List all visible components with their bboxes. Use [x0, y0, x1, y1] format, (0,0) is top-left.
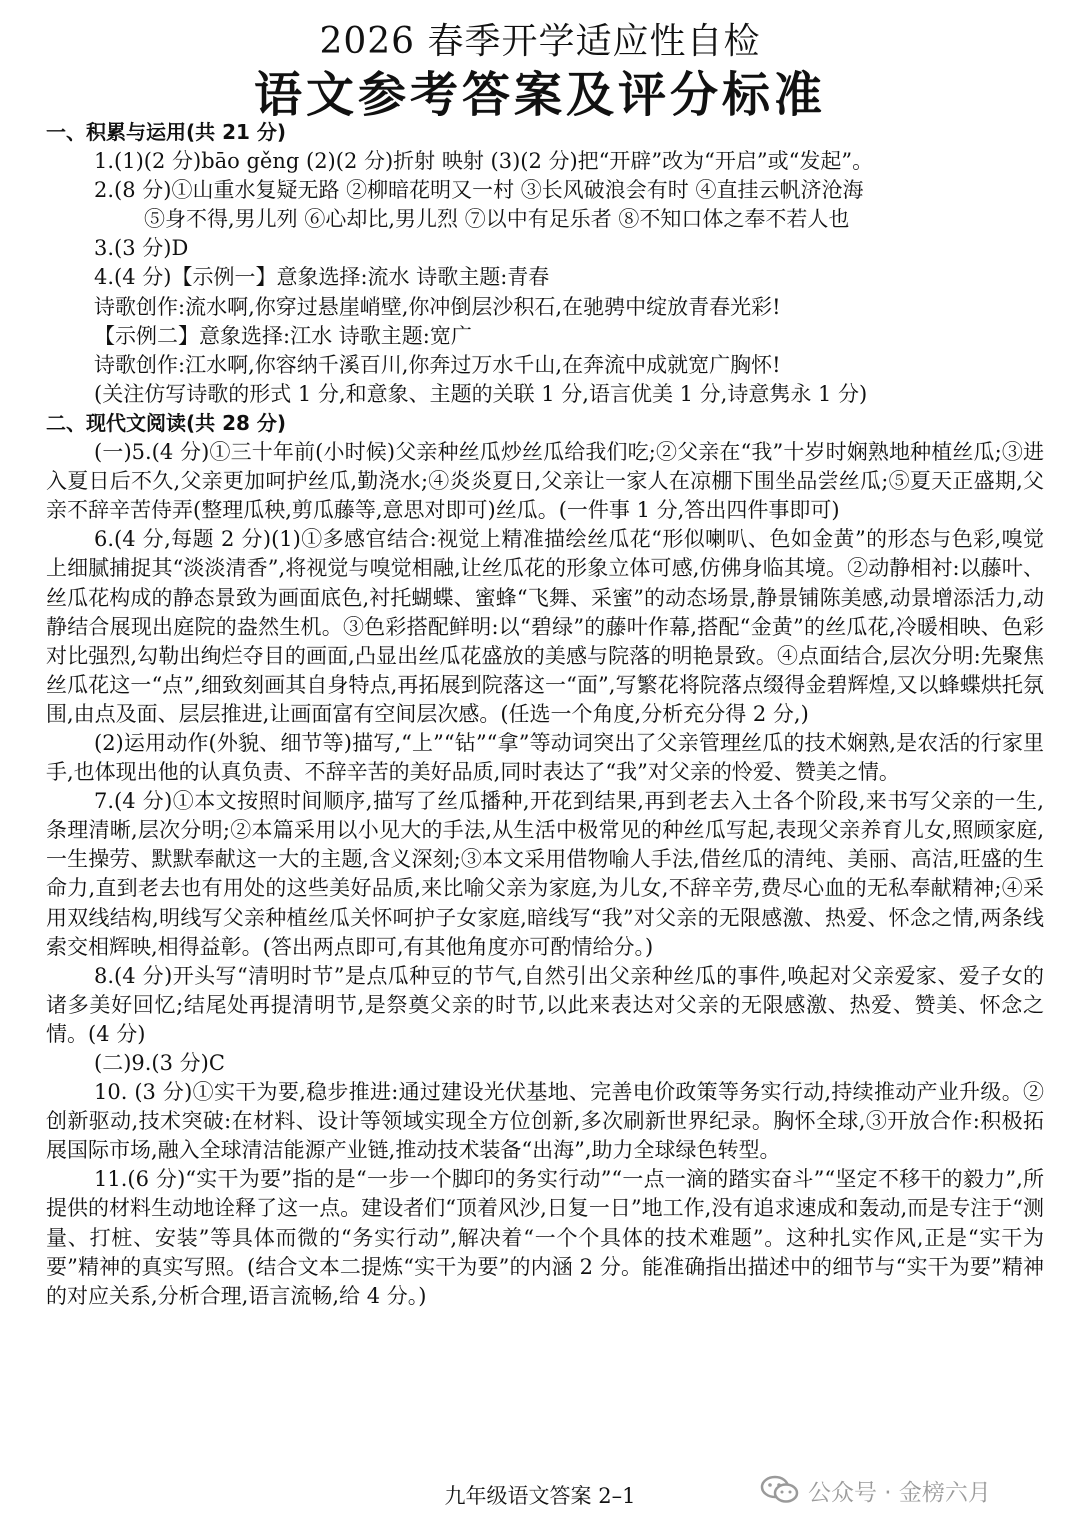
- exam-subtitle: 2026 春季开学适应性自检: [319, 21, 761, 62]
- watermark: [760, 1472, 991, 1508]
- answer-q6-part2: (2)运用动作(外貌、细节等)描写,“上”“钻”“拿”等动词突出了父亲管理丝瓜的技术娴熟,是农活的行家里手,也体现出他的认真负责、不辞辛苦的美好品质,同时表达了“我”对父亲的怜爱、赞美之情。: [46, 730, 1044, 785]
- answer-q11: 11.(6 分)“实干为要”指的是“一步一个脚印的务实行动”“一点一滴的踏实奋斗”“坚定不移干的毅力”,所提供的材料生动地诠释了这一点。建设者们“顶着风沙,日复一日”地工作,没有追求速成和轰动,而是专注于“测量、打桩、安装”等具体而微的“务实行动”,解决着“一个个具体的技术难题”。这种扎实作风,正是“实干为要”精神的真实写照。(结合文本二提炼“实干为要”的内涵 2 分。能准确指出描述中的细节与“实干为要”精神的对应关系,分析合理,语言流畅,给 4 分。): [46, 1167, 1044, 1308]
- answer-q3: 3.(3 分)D: [94, 236, 189, 261]
- answer-q7: 7.(4 分)①本文按照时间顺序,描写了丝瓜播种,开花到结果,再到老去入土各个阶段,来书写父亲的一生,条理清晰,层次分明;②本篇采用以小见大的手法,从生活中极常见的种丝瓜写起,表现父亲养育儿女,照顾家庭,一生操劳、默默奉献这一大的主题,含义深刻;③本文采用借物喻人手法,借丝瓜的清纯、美丽、高洁,旺盛的生命力,直到老去也有用处的这些美好品质,来比喻父亲为家庭,为儿女,不辞辛劳,费尽心血的无私奉献精神;④采用双线结构,明线写父亲种植丝瓜关怀呵护子女家庭,暗线写“我”对父亲的无限感激、热爱、怀念之情,两条线索交相辉映,相得益彰。(答出两点即可,有其他角度亦可酌情给分。): [46, 789, 1044, 959]
- section-heading-1: 一、积累与运用(共 21 分): [46, 120, 287, 144]
- answer-q6-part1: 6.(4 分,每题 2 分)(1)①多感官结合:视觉上精准描绘丝瓜花“形似喇叭、色如金黄”的形态与色彩,嗅觉上细腻捕捉其“淡淡清香”,将视觉与嗅觉相融,让丝瓜花的形象立体可感,仿佛身临其境。②动静相衬:以藤叶、丝瓜花构成的静态景致为画面底色,衬托蝴蝶、蜜蜂“飞舞、采蜜”的动态场景,静景铺陈美感,动景增添活力,动静结合展现出庭院的盎然生机。③色彩搭配鲜明:以“碧绿”的藤叶作幕,搭配“金黄”的丝瓜花,冷暖相映、色彩对比强烈,勾勒出绚烂夺目的画面,凸显出丝瓜花盛放的美感与院落的明艳景致。④点面结合,层次分明:先聚焦丝瓜花这一“点”,细致刻画其自身特点,再拓展到院落这一“面”,写繁花将院落点缀得金碧辉煌,又以蜂蝶烘托氛围,由点及面、层层推进,让画面富有空间层次感。(任选一个角度,分析充分得 2 分,): [46, 527, 1044, 726]
- answer-content: [46, 118, 1044, 1311]
- page-title: 语文参考答案及评分标准: [253, 67, 826, 123]
- answer-q10: 10. (3 分)①实干为要,稳步推进:通过建设光伏基地、完善电价政策等务实行动,持续推动产业升级。②创新驱动,技术突破:在材料、设计等领域实现全方位创新,多次刷新世界纪录。胸怀全球,③开放合作:积极拓展国际市场,融入全球清洁能源产业链,推动技术装备“出海”,助力全球绿色转型。: [46, 1080, 1044, 1163]
- answer-q4-example2: 【示例二】意象选择:江水 诗歌主题:宽广: [94, 323, 472, 348]
- section-heading-2: 二、现代文阅读(共 28 分): [46, 410, 287, 435]
- answer-q4-poem2: 诗歌创作:江水啊,你容纳千溪百川,你奔过万水千山,在奔流中成就宽广胸怀!: [94, 352, 781, 377]
- watermark-text: 公众号 · 金榜六月: [808, 1479, 991, 1506]
- answer-q4-scoring: (关注仿写诗歌的形式 1 分,和意象、主题的关联 1 分,语言优美 1 分,诗意隽永 1 分): [94, 381, 868, 406]
- answer-q4-poem1: 诗歌创作:流水啊,你穿过悬崖峭壁,你冲倒层沙积石,在驰骋中绽放青春光彩!: [94, 294, 781, 319]
- answer-q8: 8.(4 分)开头写“清明时节”是点瓜种豆的节气,自然引出父亲种丝瓜的事件,唤起对父亲爱家、爱子女的诸多美好回忆;结尾处再提清明节,是祭奠父亲的时节,以此来表达对父亲的无限感激、热爱、赞美、怀念之情。(4 分): [46, 963, 1044, 1046]
- wechat-icon: [760, 1475, 800, 1505]
- answer-q2-line2: ⑤身不得,男儿列 ⑥心却比,男儿烈 ⑦以中有足乐者 ⑧不知口体之奉不若人也: [144, 207, 850, 232]
- answer-q9: (二)9.(3 分)C: [94, 1051, 225, 1075]
- answer-q1: 1.(1)(2 分)bāo gěng (2)(2 分)折射 映射 (3)(2 分)把“开辟”改为“开启”或“发起”。: [94, 149, 874, 174]
- answer-q2-line1: 2.(8 分)①山重水复疑无路 ②柳暗花明又一村 ③长风破浪会有时 ④直挂云帆济沧海: [94, 178, 864, 203]
- answer-q4-example1: 4.(4 分)【示例一】意象选择:流水 诗歌主题:青春: [94, 265, 550, 290]
- page-footer: 九年级语文答案 2–1: [444, 1484, 636, 1508]
- answer-q5: (一)5.(4 分)①三十年前(小时候)父亲种丝瓜炒丝瓜给我们吃;②父亲在“我”十岁时娴熟地种植丝瓜;③进入夏日后不久,父亲更加呵护丝瓜,勤浇水;④炎炎夏日,父亲让一家人在凉棚下围坐品尝丝瓜;⑤夏天正盛期,父亲不辞辛苦侍弄(整理瓜秧,剪瓜藤等,意思对即可)丝瓜。(一件事 1 分,答出四件事即可): [46, 440, 1044, 523]
